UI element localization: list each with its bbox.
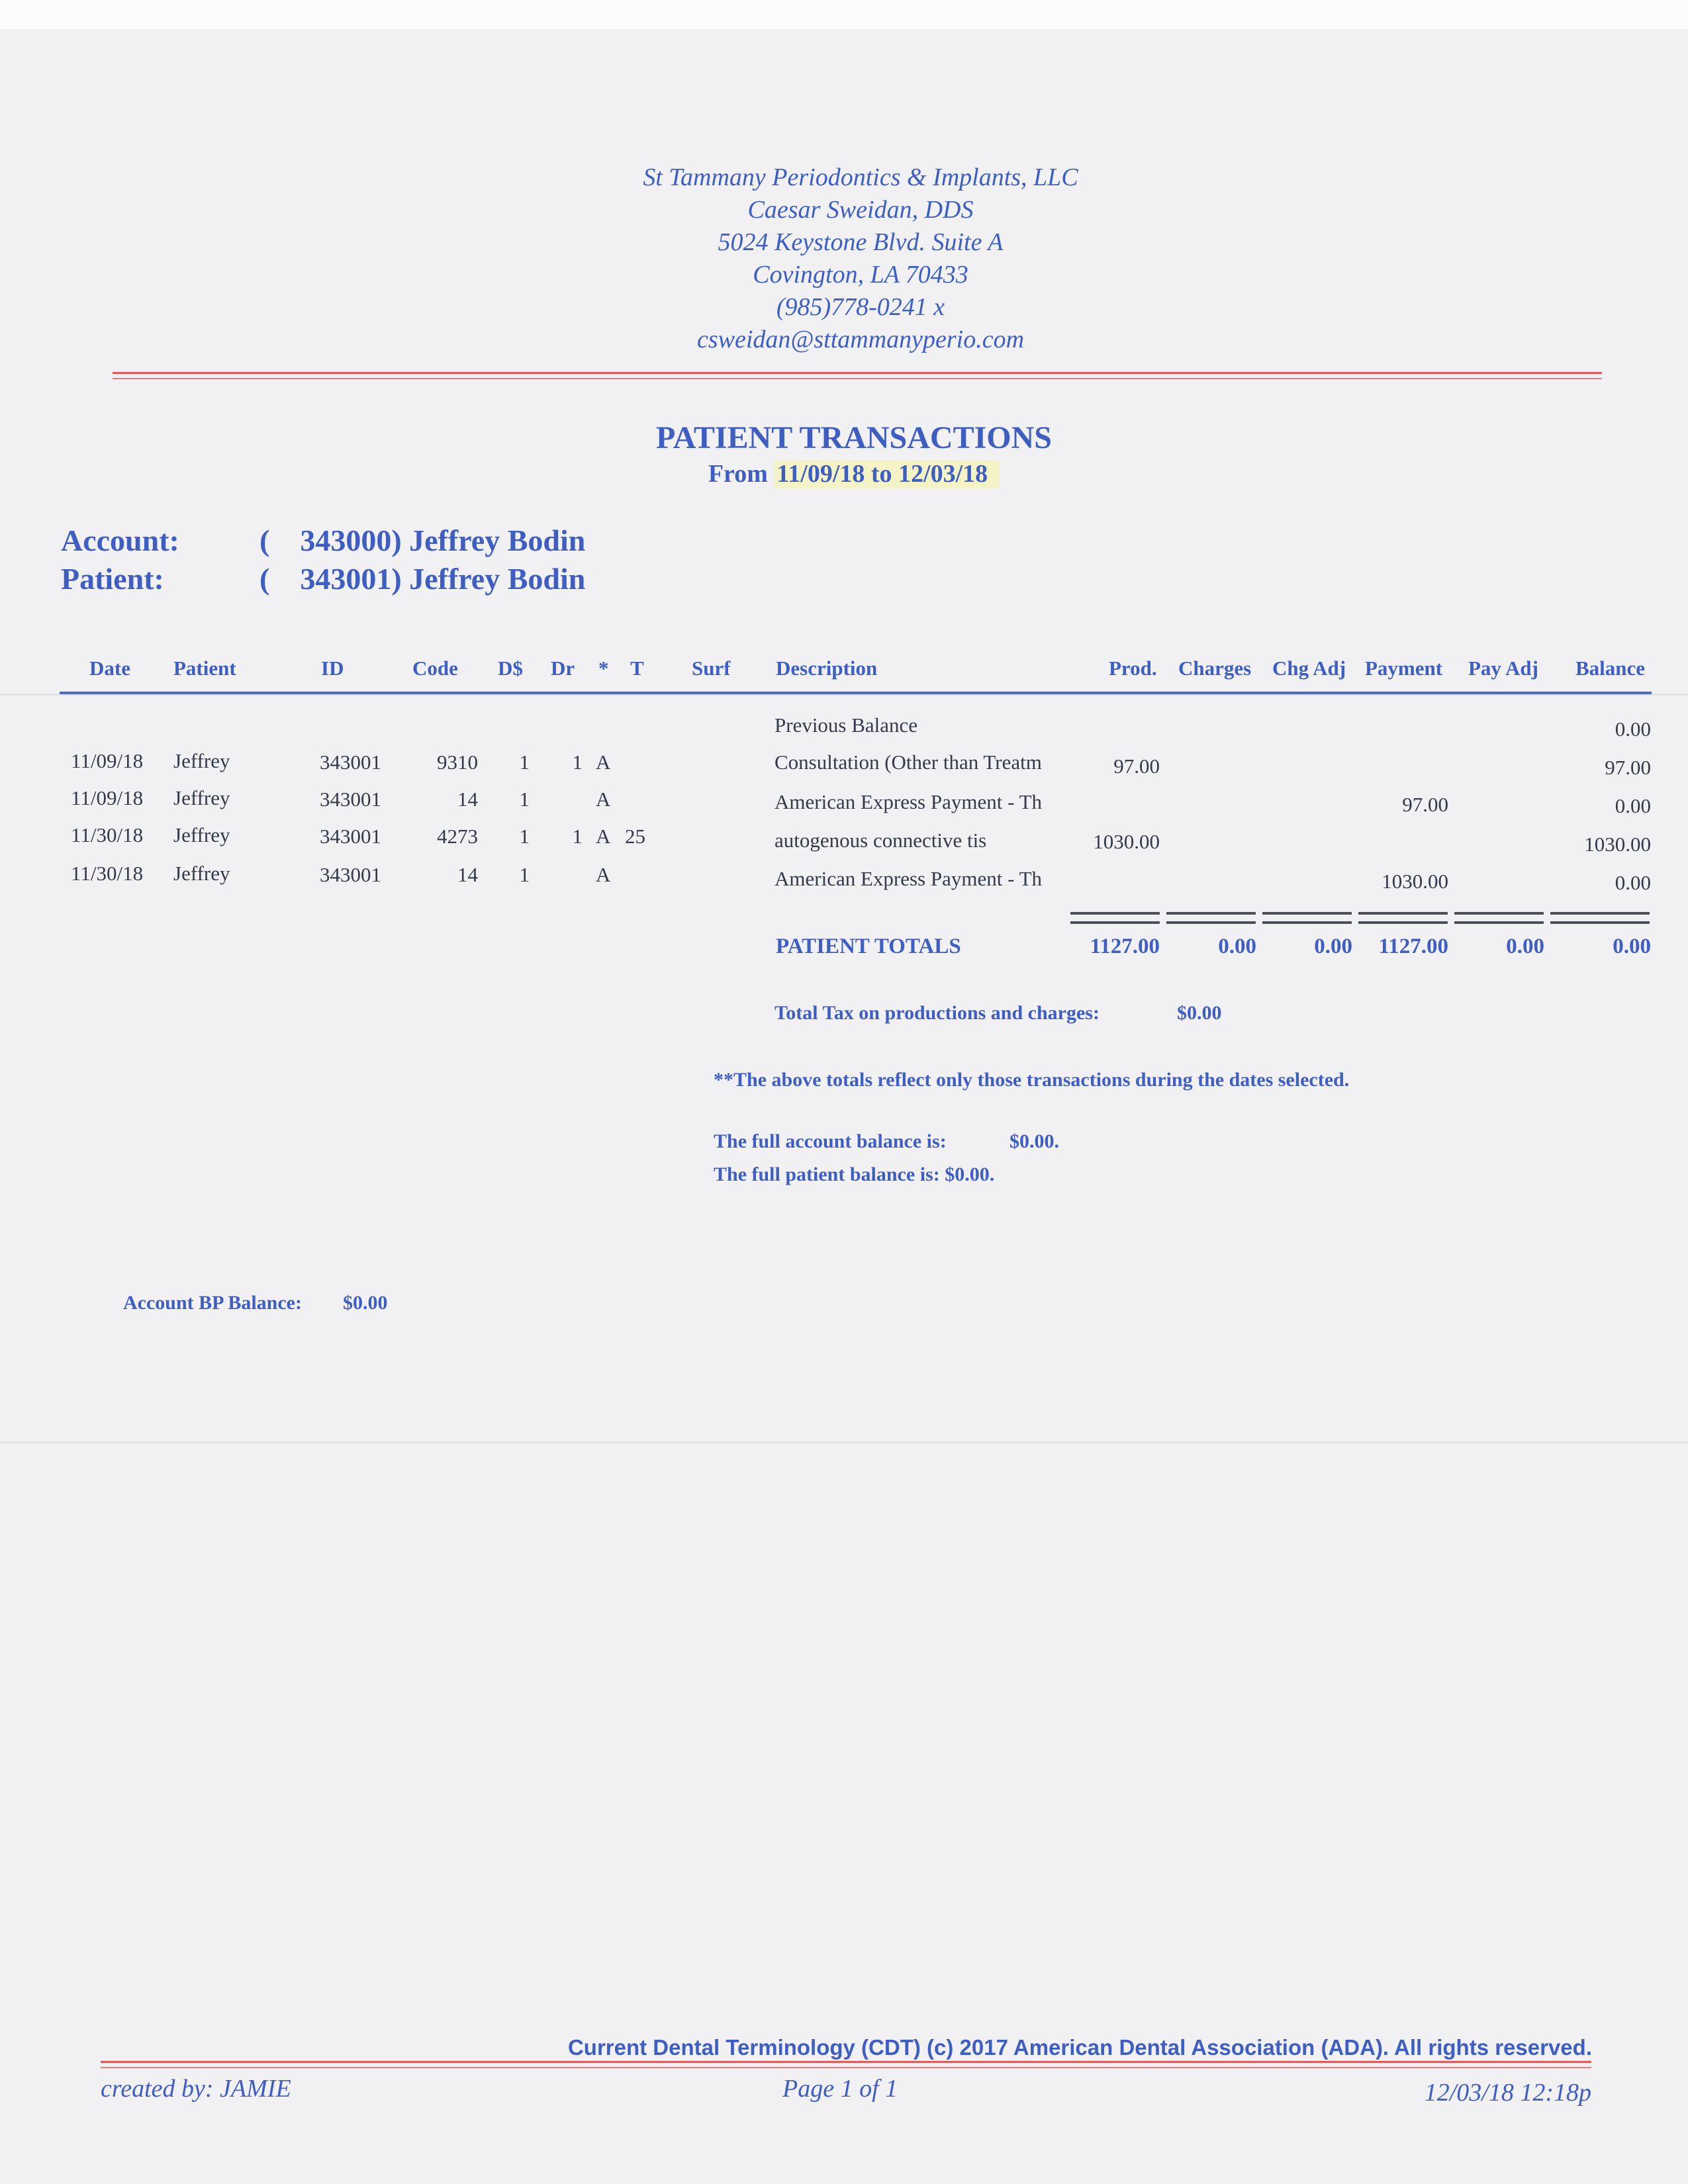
total-underline [1358, 912, 1448, 924]
col-code: Code [412, 657, 458, 680]
row-ds: 1 [519, 863, 530, 886]
total-charges: 0.00 [1218, 934, 1256, 958]
row-code: 4273 [437, 825, 478, 848]
row-patient: Jeffrey [173, 749, 230, 772]
account-label: Account: [61, 523, 179, 557]
row-date: 11/09/18 [71, 749, 144, 772]
totals-disclaimer: **The above totals reflect only those transactions during the dates selected. [714, 1069, 1350, 1091]
scan-margin [0, 0, 1688, 29]
row-date: 11/30/18 [71, 862, 144, 885]
row-prod: 97.00 [1113, 754, 1160, 778]
row-tooth: 25 [625, 825, 645, 848]
row-patient: Jeffrey [173, 862, 230, 885]
row-balance: 0.00 [1615, 871, 1651, 894]
previous-balance-label: Previous Balance [774, 713, 918, 737]
total-underline [1070, 912, 1160, 924]
col-prod: Prod. [1109, 657, 1157, 680]
date-range: 11/09/18 to 12/03/18 [774, 460, 1000, 488]
row-ds: 1 [519, 825, 530, 848]
row-id: 343001 [320, 863, 381, 886]
header-rule [113, 378, 1602, 379]
row-dr: 1 [572, 751, 583, 774]
practice-name: St Tammany Periodontics & Implants, LLC [643, 163, 1078, 191]
col-charges: Charges [1178, 657, 1252, 680]
row-id: 343001 [320, 751, 381, 774]
email: csweidan@sttammanyperio.com [696, 326, 1025, 353]
col-chg-adj: Chg Adj [1272, 657, 1346, 680]
header-rule [113, 372, 1602, 374]
row-patient: Jeffrey [173, 786, 230, 809]
col-star: * [598, 657, 609, 680]
total-chg-adj: 0.00 [1314, 934, 1352, 958]
page-number: Page 1 of 1 [782, 2075, 898, 2103]
address-line-2: Covington, LA 70433 [753, 261, 968, 289]
row-balance: 0.00 [1615, 794, 1651, 817]
address-line-1: 5024 Keystone Blvd. Suite A [718, 228, 1004, 256]
total-underline [1550, 912, 1650, 924]
report-title: PATIENT TRANSACTIONS [656, 420, 1052, 455]
col-description: Description [776, 657, 878, 680]
row-id: 343001 [320, 788, 381, 811]
row-dr: 1 [572, 825, 583, 848]
col-surf: Surf [692, 657, 731, 680]
row-description: American Express Payment - Th [774, 867, 1043, 890]
total-prod: 1127.00 [1090, 934, 1160, 958]
row-date: 11/30/18 [71, 823, 144, 846]
col-pay-adj: Pay Adj [1468, 657, 1538, 680]
print-timestamp: 12/03/18 12:18p [1424, 2079, 1591, 2107]
practice-header [0, 161, 1688, 356]
col-dr: Dr [551, 657, 575, 680]
created-by: created by: JAMIE [101, 2075, 291, 2103]
paper-fold [0, 1441, 1688, 1443]
row-payment: 1030.00 [1382, 870, 1448, 893]
account-balance-label: The full account balance is: [714, 1130, 947, 1152]
patient-label: Patient: [61, 562, 164, 596]
row-date: 11/09/18 [71, 786, 144, 809]
total-underline [1454, 912, 1544, 924]
doctor-name: Caesar Sweidan, DDS [747, 196, 974, 224]
total-balance: 0.00 [1613, 934, 1651, 958]
row-ds: 1 [519, 788, 530, 811]
row-code: 14 [457, 788, 478, 811]
row-star: A [596, 825, 611, 848]
bp-balance-value: $0.00 [343, 1292, 388, 1314]
row-prod: 1030.00 [1093, 830, 1160, 853]
col-ds: D$ [498, 657, 523, 680]
total-underline [1262, 912, 1352, 924]
row-ds: 1 [519, 751, 530, 774]
col-id: ID [321, 657, 344, 680]
patient-totals-label: PATIENT TOTALS [776, 934, 961, 958]
total-pay-adj: 0.00 [1506, 934, 1544, 958]
col-balance: Balance [1575, 657, 1646, 680]
footer-rule [101, 2067, 1591, 2068]
row-code: 14 [457, 863, 478, 886]
phone: (985)778-0241 x [776, 293, 945, 321]
total-payment: 1127.00 [1378, 934, 1448, 958]
account-value: ( 343000) Jeffrey Bodin [259, 523, 586, 557]
row-id: 343001 [320, 825, 381, 848]
col-patient: Patient [173, 657, 236, 680]
row-description: Consultation (Other than Treatm [774, 751, 1042, 774]
row-balance: 97.00 [1605, 756, 1651, 779]
row-star: A [596, 751, 611, 774]
row-star: A [596, 788, 611, 811]
row-payment: 97.00 [1402, 793, 1448, 816]
report-date-range [0, 459, 1688, 488]
total-underline [1166, 912, 1256, 924]
row-balance: 1030.00 [1584, 833, 1651, 856]
col-date: Date [89, 657, 130, 680]
row-description: American Express Payment - Th [774, 790, 1043, 813]
col-payment: Payment [1365, 657, 1443, 680]
row-star: A [596, 863, 611, 886]
row-description: autogenous connective tis [774, 829, 987, 852]
col-t: T [630, 657, 644, 680]
bp-balance-label: Account BP Balance: [123, 1292, 302, 1314]
tax-value: $0.00 [1177, 1002, 1222, 1024]
previous-balance-value: 0.00 [1615, 717, 1651, 741]
table-header-rule [60, 692, 1652, 694]
tax-label: Total Tax on productions and charges: [774, 1002, 1100, 1024]
patient-value: ( 343001) Jeffrey Bodin [259, 562, 586, 596]
footer-rule [101, 2061, 1591, 2063]
account-balance-value: $0.00. [1009, 1130, 1059, 1152]
cdt-copyright: Current Dental Terminology (CDT) (c) 2017 American Dental Association (ADA). All rights reserved. [567, 2035, 1592, 2060]
row-patient: Jeffrey [173, 823, 230, 846]
row-code: 9310 [437, 751, 478, 774]
from-label: From [708, 460, 768, 488]
patient-balance: The full patient balance is: $0.00. [714, 1163, 995, 1185]
